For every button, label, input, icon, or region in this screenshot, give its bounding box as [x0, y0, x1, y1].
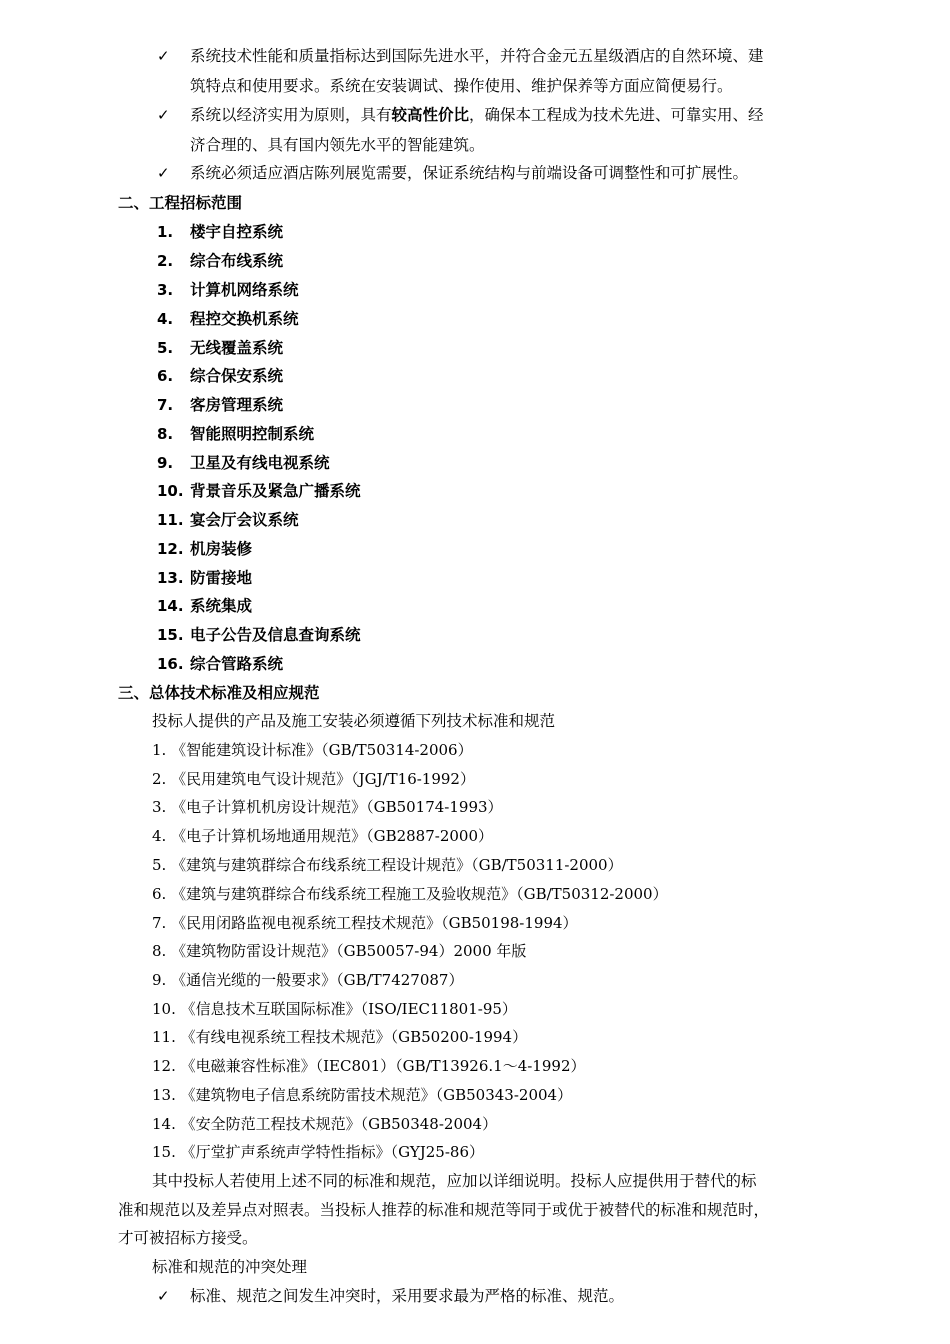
standard-item: 6. 《建筑与建筑群综合布线系统工程施工及验收规范》（GB/T50312-2000）	[152, 885, 668, 903]
scope-item: 机房装修	[190, 540, 253, 558]
standard-item: 10. 《信息技术互联国际标准》（ISO/IEC11801-95）	[152, 1000, 517, 1018]
note-paragraph: 其中投标人若使用上述不同的标准和规范，应加以详细说明。投标人应提供用于替代的标	[152, 1172, 757, 1190]
list-number: 6.	[157, 367, 174, 385]
standard-item: 1. 《智能建筑设计标准》（GB/T50314-2006）	[152, 741, 473, 759]
standard-item: 15. 《厅堂扩声系统声学特性指标》（GYJ25-86）	[152, 1143, 485, 1161]
standard-item: 14. 《安全防范工程技术规范》（GB50348-2004）	[152, 1115, 498, 1133]
conflict-title: 标准和规范的冲突处理	[152, 1258, 308, 1276]
scope-item: 客房管理系统	[190, 396, 284, 414]
bullet-text: 济合理的、具有国内领先水平的智能建筑。	[190, 136, 485, 154]
bullet-text-part: ，确保本工程成为技术先进、可靠实用、经	[469, 106, 764, 124]
bullet-text	[190, 105, 764, 125]
list-number: 2.	[157, 252, 174, 270]
scope-item: 无线覆盖系统	[190, 339, 284, 357]
note-paragraph: 才可被招标方接受。	[118, 1229, 258, 1247]
list-number: 9.	[157, 454, 174, 472]
list-number: 4.	[157, 310, 174, 328]
list-number: 8.	[157, 425, 174, 443]
section-heading: 二、工程招标范围	[118, 194, 243, 212]
section-heading: 三、总体技术标准及相应规范	[118, 684, 320, 702]
note-paragraph: 准和规范以及差异点对照表。当投标人推荐的标准和规范等同于或优于被替代的标准和规范时，	[118, 1201, 770, 1219]
list-number: 12.	[157, 540, 184, 558]
standard-item: 8. 《建筑物防雷设计规范》（GB50057-94）2000 年版	[152, 942, 527, 960]
scope-item: 综合布线系统	[190, 252, 284, 270]
scope-item: 卫星及有线电视系统	[190, 454, 330, 472]
bold-emphasis: 较高性价比	[391, 106, 470, 124]
list-number: 1.	[157, 223, 174, 241]
list-number: 15.	[157, 626, 184, 644]
scope-item: 计算机网络系统	[190, 281, 299, 299]
scope-item: 防雷接地	[190, 569, 253, 587]
scope-item: 综合管路系统	[190, 655, 284, 673]
standard-item: 2. 《民用建筑电气设计规范》（JGJ/T16-1992）	[152, 770, 475, 788]
standard-item: 13. 《建筑物电子信息系统防雷技术规范》（GB50343-2004）	[152, 1086, 573, 1104]
bullet-text: 系统技术性能和质量指标达到国际先进水平，并符合金元五星级酒店的自然环境、建	[190, 47, 764, 65]
list-number: 10.	[157, 482, 184, 500]
standard-item: 9. 《通信光缆的一般要求》（GB/T7427087）	[152, 971, 464, 989]
standard-item: 11. 《有线电视系统工程技术规范》（GB50200-1994）	[152, 1028, 528, 1046]
standard-item: 4. 《电子计算机场地通用规范》（GB2887-2000）	[152, 827, 494, 845]
scope-item: 楼宇自控系统	[190, 223, 284, 241]
bullet-text-part: 系统以经济实用为原则，具有	[190, 106, 392, 124]
list-number: 3.	[157, 281, 174, 299]
list-number: 11.	[157, 511, 184, 529]
scope-item: 系统集成	[190, 597, 253, 615]
check-mark-icon: ✓	[157, 106, 170, 124]
standard-item: 3. 《电子计算机机房设计规范》（GB50174-1993）	[152, 798, 503, 816]
scope-item: 智能照明控制系统	[190, 425, 315, 443]
list-number: 5.	[157, 339, 174, 357]
bullet-text: 标准、规范之间发生冲突时，采用要求最为严格的标准、规范。	[190, 1287, 625, 1305]
standard-item: 5. 《建筑与建筑群综合布线系统工程设计规范》（GB/T50311-2000）	[152, 856, 623, 874]
bullet-text: 筑特点和使用要求。系统在安装调试、操作使用、维护保养等方面应简便易行。	[190, 77, 733, 95]
list-number: 13.	[157, 569, 184, 587]
list-number: 16.	[157, 655, 184, 673]
scope-item: 程控交换机系统	[190, 310, 299, 328]
scope-item: 背景音乐及紧急广播系统	[190, 482, 361, 500]
section-intro: 投标人提供的产品及施工安装必须遵循下列技术标准和规范	[152, 712, 556, 730]
standard-item: 12. 《电磁兼容性标准》（IEC801）（GB/T13926.1～4-1992）	[152, 1057, 586, 1075]
standard-item: 7. 《民用闭路监视电视系统工程技术规范》（GB50198-1994）	[152, 914, 578, 932]
list-number: 14.	[157, 597, 184, 615]
scope-item: 宴会厅会议系统	[190, 511, 299, 529]
check-mark-icon: ✓	[157, 1287, 170, 1305]
list-number: 7.	[157, 396, 174, 414]
check-mark-icon: ✓	[157, 47, 170, 65]
check-mark-icon: ✓	[157, 164, 170, 182]
scope-item: 综合保安系统	[190, 367, 284, 385]
scope-item: 电子公告及信息查询系统	[190, 626, 361, 644]
bullet-text: 系统必须适应酒店陈列展览需要，保证系统结构与前端设备可调整性和可扩展性。	[190, 164, 749, 182]
